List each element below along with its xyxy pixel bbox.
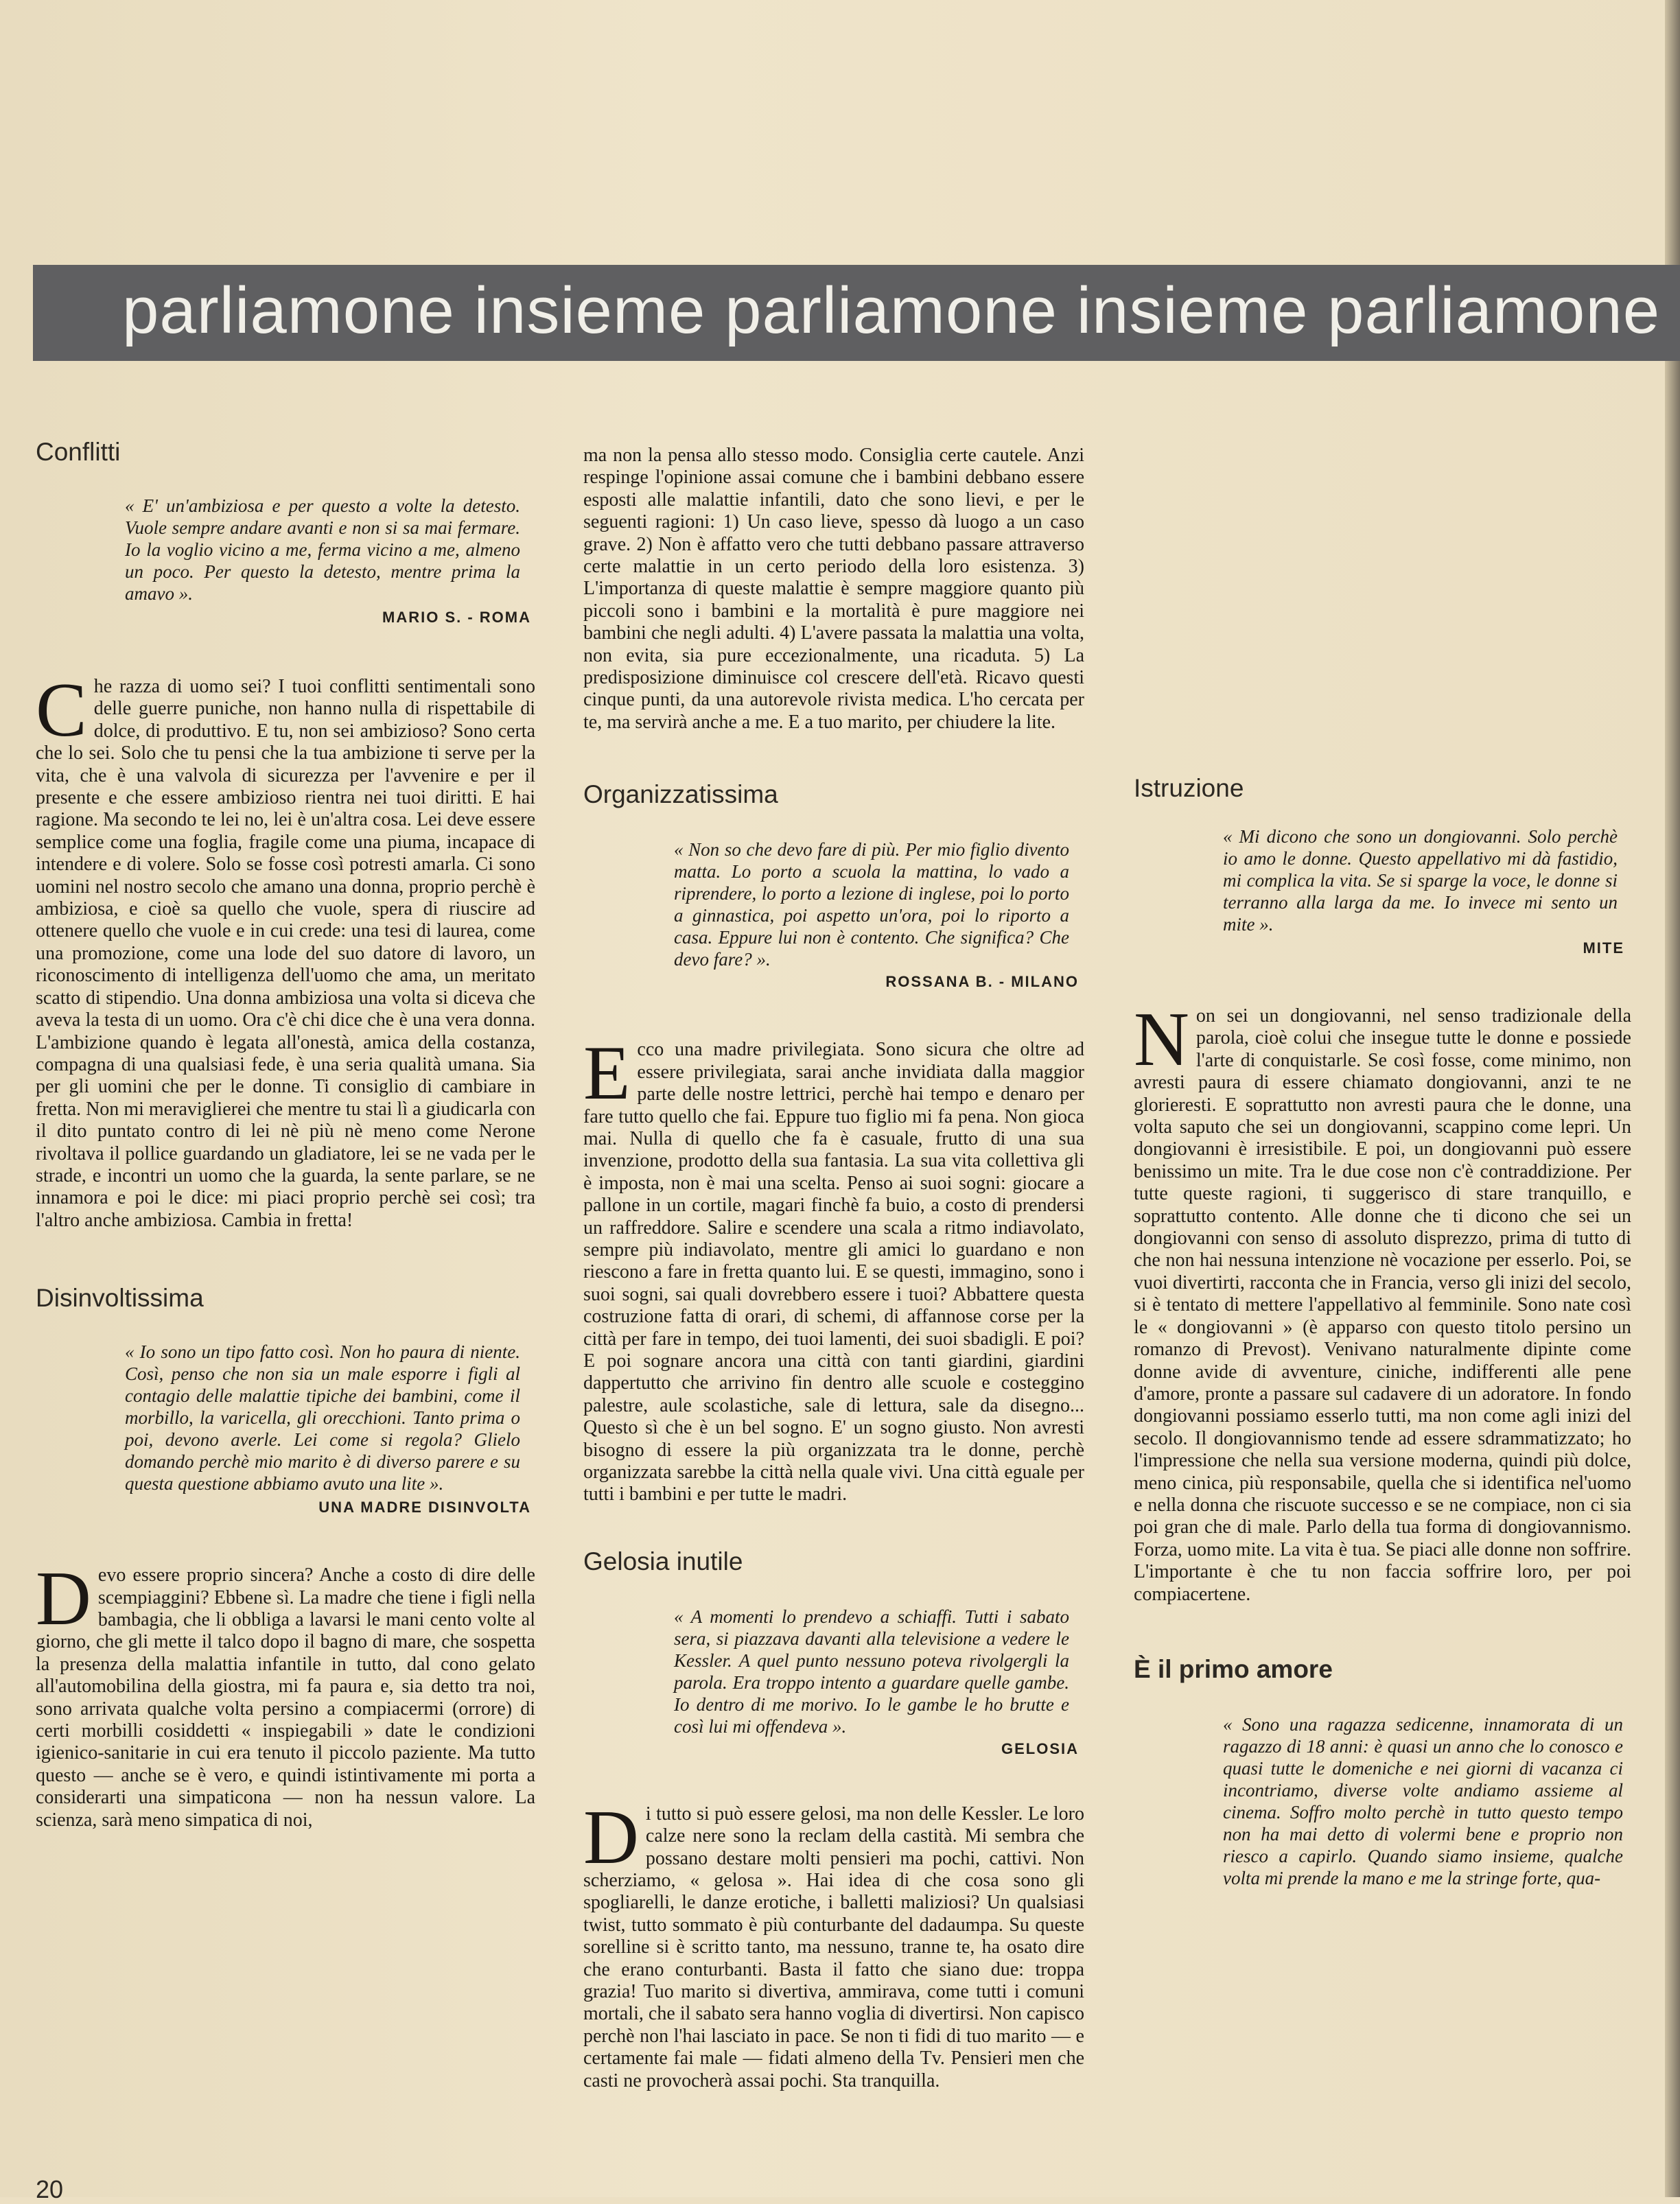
- istruzione-reply-text: on sei un dongiovanni, nel senso tradizionale della parola, cioè colui che insegue tutte le donne e possiede l'arte di conquistarle. Se così fosse, come minimo, non avresti paura di essere chiamato dongiovanni, anzi te ne glorieresti. E soprattutto non avresti paura che le donne, una volta saputo che sei un dongiovanni, scappino come lepri. Un dongiovanni è irresistibile. E poi, un dongiovanni può essere benissimo un mite. Tra le due cose non c'è contraddizione. Per tutte queste ragioni, ti suggerisco di stare tranquillo, e soprattutto contento. Alle donne che ti dicono che sei un dongiovanni con senso di assoluto disprezzo, prima di tutto di che non hai nessuna intenzione nè vocazione per esserlo. Poi, se vuoi divertirti, racconta che in Francia, verso gli inizi del secolo, si è tentato di mettere l'appellativo al femminile. Sono nate così le « dongiovanni » (è apparso con questo titolo persino un romanzo di Prevost). Venivano naturalmente dipinte come donne avide di avventure, ciniche, indifferenti alle pene d'amore, pronte a passare sul cadavere di un adoratore. In fondo dongiovanni possiamo esserlo tutti, ma non come agli inizi del secolo. Il dongiovannismo tende ad essere sdrammatizzato; ho l'impressione che nella sua versione moderna, quindi più dolce, meno cinica, più responsabile, quella che si identifica nel'uomo e nella donna che riscuote successo e se ne compiace, non ci sia poi gran che di male. Parlo della tua forma di dongiovannismo. Forza, uomo mite. La vita è tua. Se piaci alle donne non soffrire. L'importante è che tu non faccia soffrire loro, per poi compiacertene.: [1134, 1005, 1631, 1605]
- banner-title: parliamone insieme parliamone insieme parliamone: [122, 274, 1661, 347]
- primo-amore-title: È il primo amore: [1134, 1654, 1333, 1683]
- istruzione-reply: [1134, 997, 1631, 1606]
- gelosia-reply: [583, 1794, 1084, 2092]
- istruzione-signature: MITE: [1583, 939, 1624, 957]
- gelosia-reply-text: i tutto si può essere gelosi, ma non delle Kessler. Le loro calze nere sono la reclam della castità. Mi sembra che possano destare molti pensieri ma pochi, cattivi. Non scherziamo, « gelosa ». Hai idea di che cosa sono gli spogliarelli, le danze erotiche, i balletti maliziosi? Un qualsiasi twist, tutto sommato è più conturbante del dadaumpa. Su queste sorelline si è scritto tanto, ma nessuno, tranne te, ha osato dire che erano conturbanti. Basta il fatto che siano due: troppa grazia! Tuo marito si divertiva, ammirava, come tutti i comuni mortali, che il sabato sera hanno voglia di divertirsi. Non capisco perchè non l'hai lasciato in pace. Se non ti fidi di tuo marito — e certamente fai male — fidati almeno della Tv. Pensieri men che casti ne provocherà assai pochi. Sta tranquilla.: [583, 1803, 1084, 2091]
- organizzatissima-reply-text: cco una madre privilegiata. Sono sicura che oltre ad essere privilegiata, sarai anche invidiata dalla maggior parte delle nostre lettrici, perchè hai tempo e denaro per fare tutto quello che fai. Eppure tuo figlio mi fa pena. Non gioca mai. Nulla di quello che fa è casuale, frutto di una sua invenzione, prodotto della sua fantasia. La sua vita collettiva gli è imposta, non è mai una scelta. Penso ai suoi sogni: giocare a pallone in un cortile, magari finchè fa buio, a costo di prendersi un raffreddore. Salire e scendere una scala a ritmo indiavolato, sempre più indiavolato, mentre gli amici lo guardano e non riescono a fare in fretta quanto lui. E se questi, immagino, sono i suoi sogni, sai quali dovrebbero essere i tuoi? Abbattere questa costruzione fatta di orari, di schemi, di affannose corse per la città per fare in tempo, dei tuoi lamenti, dei suoi sbadigli. E poi? E poi sognare ancora una città con tanti giardini, giardini dappertutto che arrivino fin dentro alle scuole e costeggino palestre, aule scolastiche, sale di lettura, sale da disegno... Questo sì che è un bel sogno. E' un sogno giusto. Non avresti bisogno di essere la più organizzata tra le donne, perchè organizzata sarebbe la città nella quale vivi. Una città eguale per tutti i bambini e per tutte le madri.: [583, 1039, 1084, 1505]
- istruzione-letter: « Mi dicono che sono un dongiovanni. Solo perchè io amo le donne. Questo appellativo mi dà fastidio, mi complica la vita. Se si sparge la voce, le donne si terranno alla larga da me. Io invece mi sento un mite ».: [1223, 826, 1618, 935]
- gelosia-letter: « A momenti lo prendevo a schiaffi. Tutti i sabato sera, si piazzava davanti alla televisione a vedere le Kessler. A quel punto nessuno poteva rivolgergli la parola. Era troppo intento a guardare quelle gambe. Io dentro di me morivo. Io le gambe le ho brutte e così lui mi offendeva ».: [674, 1606, 1069, 1737]
- organizzatissima-drop-cap: E: [583, 1031, 631, 1116]
- conflitti-drop-cap: C: [36, 668, 87, 753]
- disinvoltissima-title: Disinvoltissima: [36, 1284, 204, 1313]
- disinvoltissima-signature: UNA MADRE DISINVOLTA: [318, 1499, 531, 1516]
- organizzatissima-title: Organizzatissima: [583, 780, 778, 809]
- disinvoltissima-drop-cap: D: [36, 1556, 91, 1642]
- conflitti-signature: MARIO S. - ROMA: [382, 609, 531, 626]
- istruzione-title: Istruzione: [1134, 774, 1244, 802]
- disinvoltissima-reply-text: evo essere proprio sincera? Anche a costo di dire delle scempiaggini? Ebbene sì. La madre che tiene i figli nella bambagia, che li obbliga a lavarsi le mani cento volte al giorno, che gli mette il talco dopo il bagno di mare, che sospetta la presenza della malattia infantile in tutto, dal cono gelato all'automobilina della giostra, mi fa paura e, sia detto tra noi, sono arrivata qualche volta persino a compiacermi (orrore) di certi morbilli cosiddetti « inspiegabili » date le condizioni igienico-sanitarie in cui era tenuto il piccolo paziente. Ma tutto questo — anche se è vero, e quindi istintivamente mi porta a considerarti una simpaticona — non ha nessun valore. La scienza, sarà meno simpatica di noi,: [36, 1564, 535, 1831]
- primo-amore-letter: « Sono una ragazza sedicenne, innamorata di un ragazzo di 18 anni: è quasi un anno che lo conosco e quasi tutte le domeniche e nei giorni di vacanza ci incontriamo, diverse volte andiamo assieme al cinema. Soffro molto perchè in tutto questo tempo non ha mai detto di volermi bene e proprio non riesco a capirlo. Quando siamo insieme, qualche volta mi prende la mano e me la stringe forte, qua-: [1223, 1713, 1623, 1888]
- conflitti-reply: [36, 668, 535, 1232]
- column-3: [1134, 775, 1631, 1889]
- conflitti-letter: « E' un'ambiziosa e per questo a volte la detesto. Vuole sempre andare avanti e non si sa mai fermare. Io la voglio vicino a me, ferma vicino a me, almeno un poco. Per questo la detesto, mentre prima la amavo ».: [125, 495, 520, 604]
- disinvoltissima-reply: [36, 1556, 535, 1831]
- column-2: [583, 445, 1084, 2092]
- section-banner: [33, 265, 1680, 361]
- conflitti-reply-text: he razza di uomo sei? I tuoi conflitti sentimentali sono delle guerre puniche, non hanno nulla di rispettabile di dolce, di produttivo. E tu, non sei ambizioso? Sono certa che lo sei. Solo che tu pensi che la tua ambizione ti serve per la vita, che è una valvola di sicurezza per l'avvenire e per il presente e che essere ambizioso rientra nei tuoi diritti. E hai ragione. Ma secondo te lei no, lei è un'altra cosa. Lei deve essere semplice come una foglia, fragile come una piuma, incapace di intendere e di volere. Solo se fosse così potresti amarla. Ci sono uomini nel nostro secolo che amano una donna, proprio perchè è ambiziosa, e cioè sa quello che vuole, spera di riuscire ad ottenere quello che vuole e in cui crede: una tesi di laurea, come una promozione, come una lode del suo datore di lavoro, un riconoscimento di intelligenza dell'uomo che ama, un meritato scatto di stipendio. Una donna ambiziosa una volta si diceva che aveva la testa di un uomo. Ora c'è chi dice che è una vera donna. L'ambizione quando è legata all'onestà, amica della costanza, compagna di una qualsiasi fede, è una seria qualità umana. Sia per gli uomini che per le donne. Ti consiglio di cambiare in fretta. Non mi meraviglierei che mentre tu stai lì a giudicarla con il dito puntato contro di lei nè più nè meno come Nerone rivoltava il pollice guardando un gladiatore, lei se ne vada per le strade, e incontri un uomo che la guarda, la sente parlare, se ne innamora e poi le dice: mi piaci proprio perchè sei così; tra l'altro anche ambiziosa. Cambia in fretta!: [36, 676, 535, 1231]
- istruzione-drop-cap: N: [1134, 997, 1189, 1082]
- page-number: 20: [36, 2175, 64, 2203]
- column-1: [36, 439, 535, 1831]
- organizzatissima-reply: [583, 1031, 1084, 1506]
- organizzatissima-signature: ROSSANA B. - MILANO: [885, 973, 1079, 991]
- gelosia-title: Gelosia inutile: [583, 1547, 743, 1575]
- gelosia-drop-cap: D: [583, 1794, 639, 1880]
- disinvoltissima-letter: « Io sono un tipo fatto così. Non ho paura di niente. Così, penso che non sia un male esporre i figli al contagio delle malattie tipiche dei bambini, come il morbillo, la varicella, gli orecchioni. Tanto prima o poi, devono averle. Lei come si regola? Glielo domando perchè mio marito è di diverso parere e su questa questione abbiamo avuto una lite ».: [125, 1341, 520, 1494]
- organizzatissima-letter: « Non so che devo fare di più. Per mio figlio divento matta. Lo porto a scuola la mattina, lo vado a riprendere, lo porto a lezione di inglese, poi lo porto a ginnastica, poi aspetto un'ora, poi lo riporto a casa. Eppure lui non è contento. Che significa? Che devo fare? ».: [674, 839, 1069, 970]
- disinvoltissima-continuation: ma non la pensa allo stesso modo. Consiglia certe cautele. Anzi respinge l'opinione assai comune che i bambini debbano essere esposti alle malattie infantili, dato che sono lievi, e per le seguenti ragioni: 1) Un caso lieve, spesso dà luogo a un caso grave. 2) Non è affatto vero che tutti debbano passare attraverso certe malattie in un certo periodo della loro esistenza. 3) L'importanza di queste malattie è sempre maggiore quanto più piccoli sono i bambini e la mortalità è pure maggiore nei bambini che negli adulti. 4) L'avere passata la malattia una volta, non evita, sia pure eccezionalmente, una ricaduta. 5) La predisposizione diminuisce col crescere dell'età. Ricavo questi cinque punti, da una autorevole rivista medica. L'ho cercata per te, ma servirà anche a me. E a tuo marito, per chiudere la lite.: [583, 445, 1084, 733]
- gelosia-signature: GELOSIA: [1001, 1739, 1079, 1757]
- conflitti-title: Conflitti: [36, 438, 121, 466]
